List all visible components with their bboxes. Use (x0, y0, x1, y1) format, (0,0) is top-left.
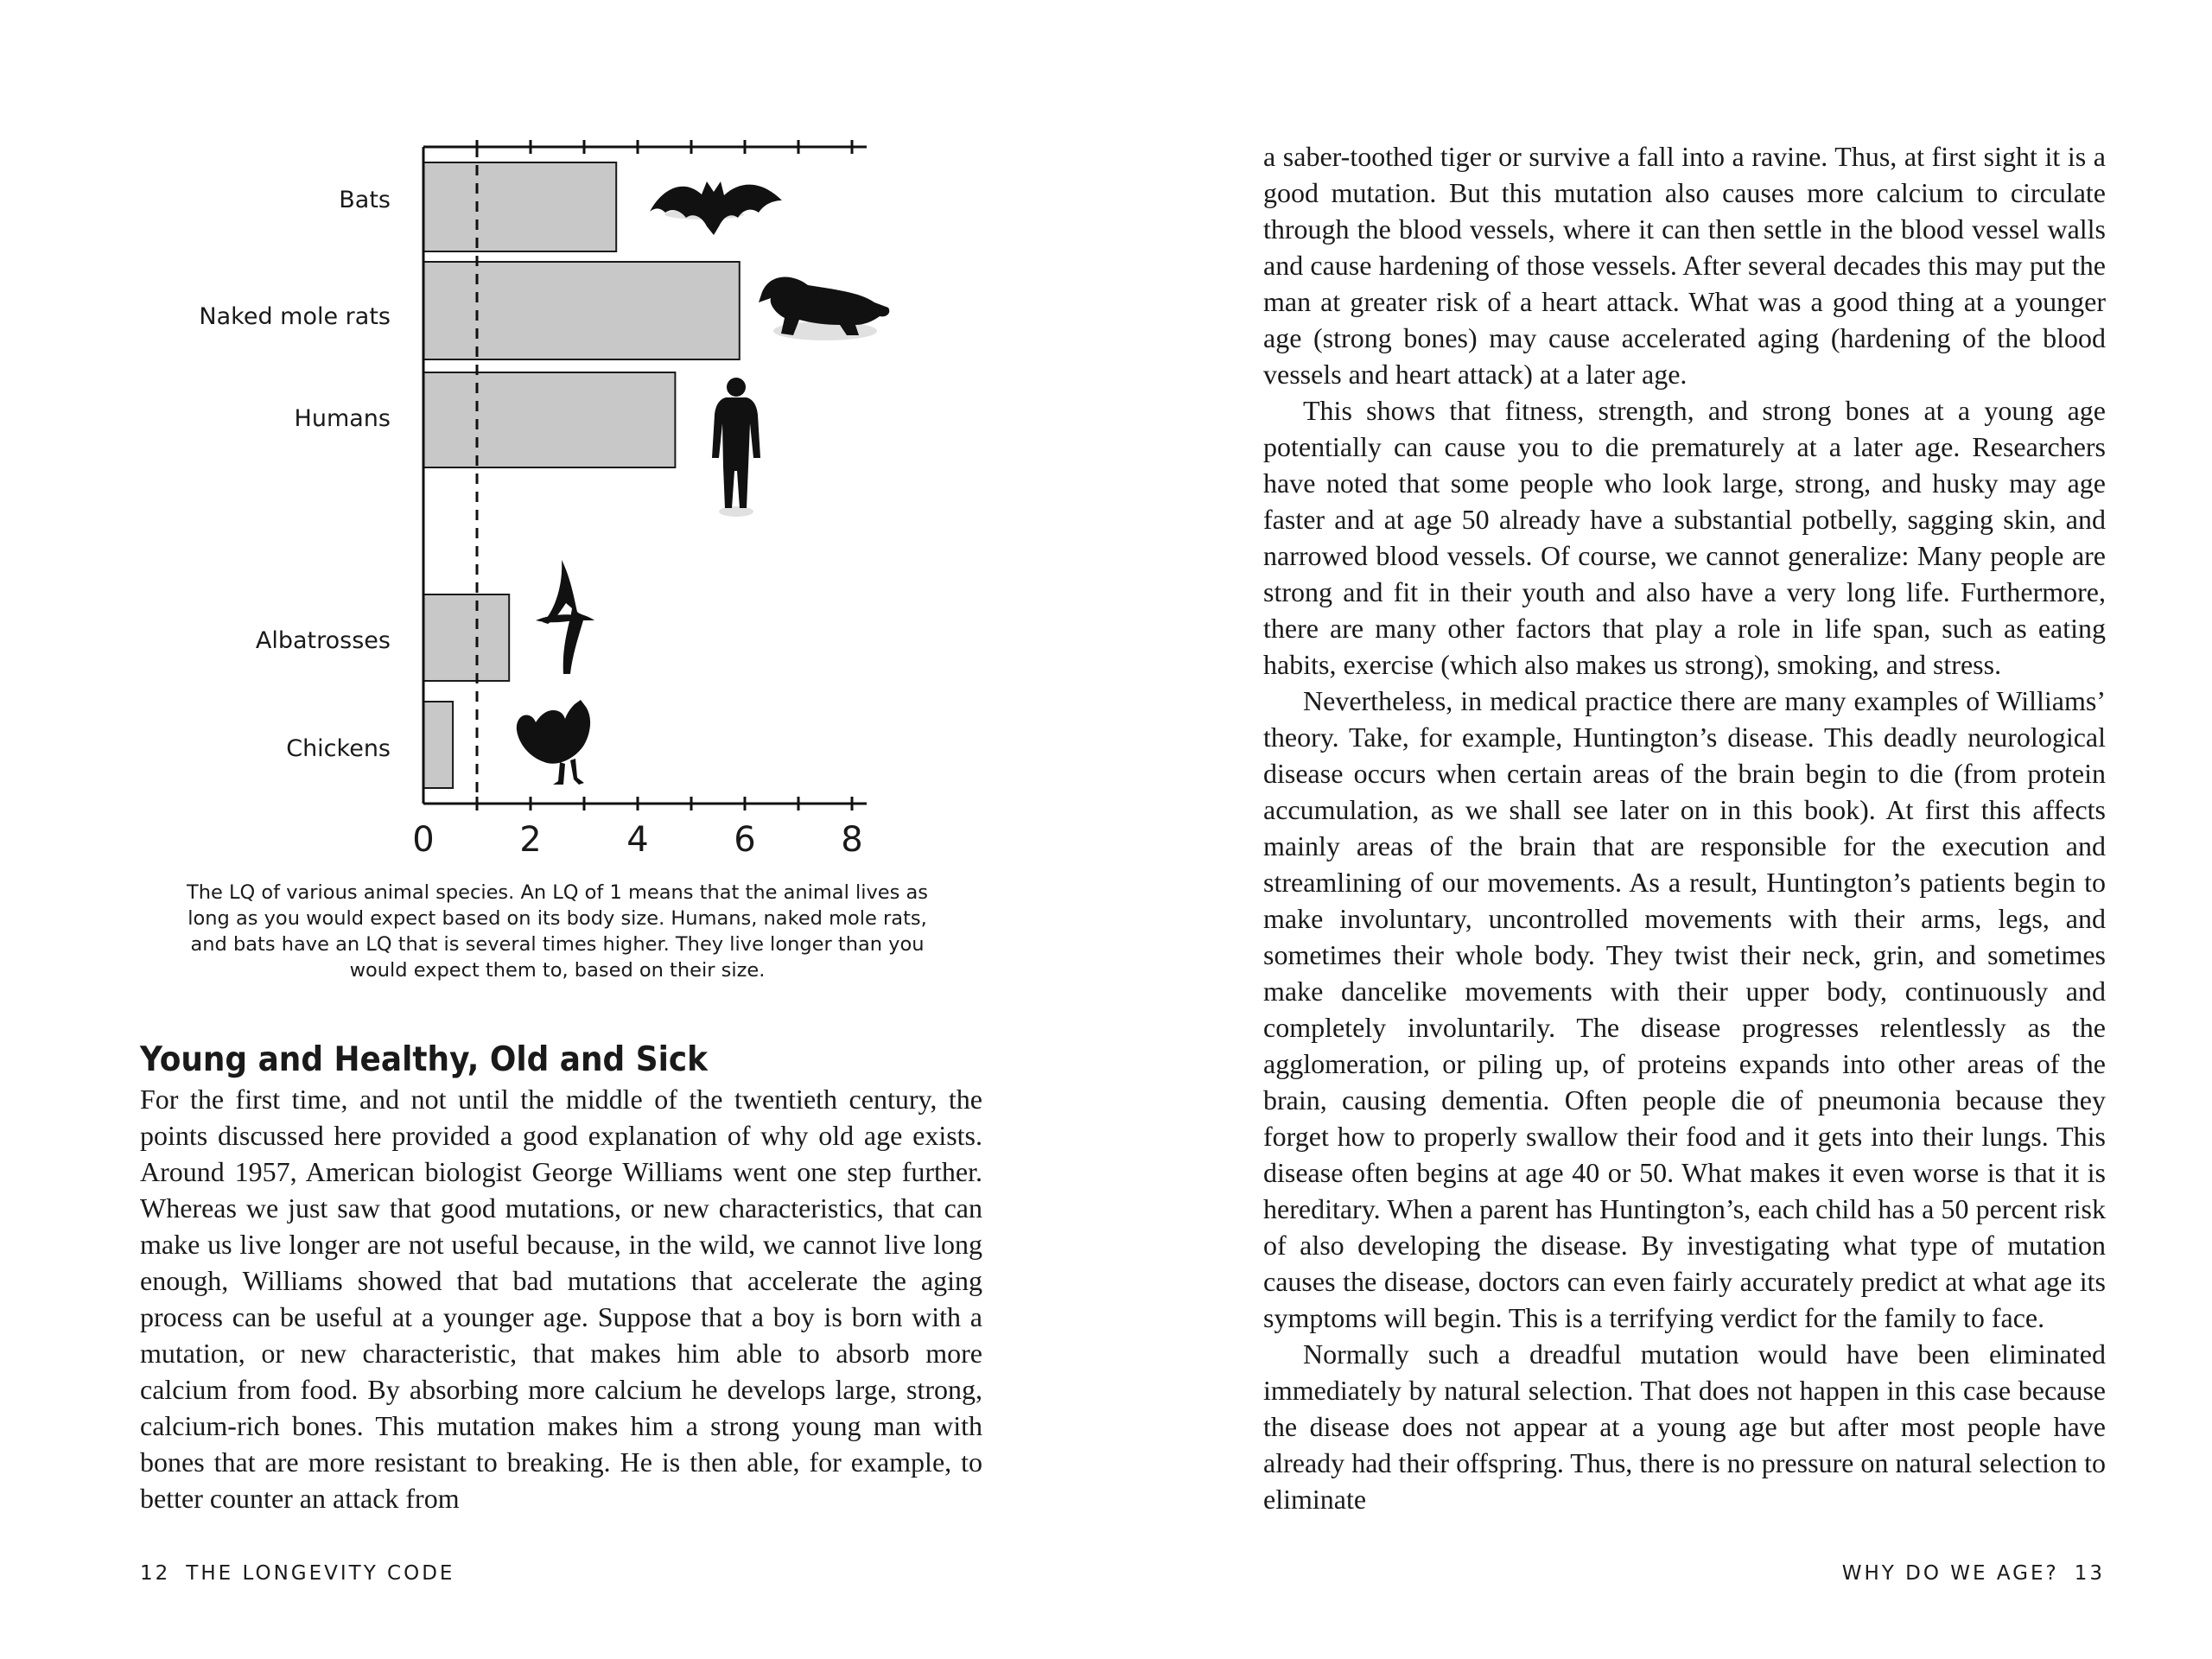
x-tick-label: 6 (734, 820, 756, 860)
bar (423, 594, 509, 681)
paragraph: For the first time, and not until the middle of the twentieth century, the points discussed here provided a good explanation of why old age exists. Around 1957, American biologist George Williams went one step further. Whereas we just saw that good mutations, or new characteristics, that can make us live longer are not useful because, in the wild, we cannot live long enough, Williams showed that bad mutations that accelerate the aging process can be useful at a younger age. Suppose that a boy is born with a mutation, or new characteristic, that makes him able to absorb more calcium from food. By absorbing more calcium he develops large, strong, calcium-rich bones. This mutation makes him a strong young man with bones that are more resistant to breaking. He is then able, for example, to better counter an attack from (140, 1084, 982, 1514)
paragraph: Nevertheless, in medical practice there are many examples of Williams’ theory. Take, for example, Huntington’s disease. This deadly neurological disease occurs when certain areas of the brain begin to die (from protein accumulation, as we shall see later on in this book). At first this affects mainly areas of the brain that are responsible for the execution and streamlining of our movements. As a result, Huntington’s patients begin to make involuntary, uncontrolled movements with their arms, legs, and sometimes their whole body. They twist their neck, grin, and sometimes make dancelike movements with their upper body, continuously and completely involuntarily. The disease progresses relentlessly as the agglomeration, or piling up, of proteins expands into other areas of the brain, causing dementia. Often people die of pneumonia because they forget how to properly swallow their food and it gets into their lungs. This disease often begins at age 40 or 50. What makes it even worse is that it is hereditary. When a parent has Huntington’s, each child has a 50 percent risk of also developing the disease. By investigating what type of mutation causes the disease, doctors can even fairly accurately predict at what age its symptoms will begin. This is a terrifying verdict for the family to face. (1263, 685, 2106, 1333)
lq-chart (0, 0, 950, 873)
chart-tick-labels (412, 820, 862, 860)
albatross-icon (536, 560, 594, 674)
category-label: Chickens (286, 735, 391, 762)
right-page (1106, 0, 2212, 1659)
x-tick-label: 2 (519, 820, 542, 860)
bar (423, 162, 616, 251)
category-label: Naked mole rats (199, 303, 391, 330)
human-icon (712, 378, 760, 517)
running-head: WHY DO WE AGE? (1841, 1562, 2059, 1585)
right-footer (1842, 1562, 2105, 1585)
bat-icon (650, 181, 782, 235)
bar (423, 372, 675, 467)
bar (423, 262, 740, 359)
figure-caption: The LQ of various animal species. An LQ of 1 means that the animal lives as long as you would expect based on its body size. Humans, naked mole rats, and bats have an LQ that is several times higher. They live longer than you would expect them to, based on their size. (186, 881, 929, 982)
x-tick-label: 0 (412, 820, 435, 860)
paragraph: Normally such a dreadful mutation would have been eliminated immediately by natural selection. That does not happen in this case because the disease does not appear at a young age but after most people have already had their offspring. Thus, there is no pressure on natural selection to eliminate (1263, 1338, 2106, 1515)
left-body-text (140, 1081, 982, 1514)
naked-mole-rat-icon (759, 277, 889, 340)
x-tick-label: 4 (626, 820, 649, 860)
chicken-icon (517, 700, 590, 785)
category-label: Bats (339, 187, 391, 213)
x-tick-label: 8 (841, 820, 863, 860)
right-body-text (1263, 138, 2106, 1515)
chart-category-labels (199, 187, 391, 762)
category-label: Humans (294, 405, 391, 432)
paragraph: This shows that fitness, strength, and strong bones at a young age potentially can cause you to die prematurely at a later age. Researchers have noted that some people who look large, strong, and husky may age faster and at age 50 already have a substantial potbelly, sagging skin, and narrowed blood vessels. Of course, we cannot generalize: Many people are strong and fit in their youth and also have a very long life. Furthermore, there are many other factors that play a role in life span, such as eating habits, exercise (which also makes us strong), smoking, and stress. (1263, 395, 2106, 680)
chart-bars (423, 162, 740, 788)
left-footer (140, 1562, 454, 1585)
category-label: Albatrosses (255, 627, 391, 654)
page-number: 13 (2074, 1562, 2105, 1585)
page-number: 12 (140, 1562, 171, 1585)
section-heading: Young and Healthy, Old and Sick (140, 1040, 709, 1079)
bar (423, 702, 453, 788)
paragraph: a saber-toothed tiger or survive a fall into a ravine. Thus, at first sight it is a good mutation. But this mutation also causes more calcium to circulate through the blood vessels, where it can then settle in the blood vessel walls and cause hardening of those vessels. After several decades this may put the man at greater risk of a heart attack. What was a good thing at a younger age (strong bones) may cause accelerated aging (hardening of the blood vessels and heart attack) at a later age. (1263, 141, 2106, 390)
running-head: THE LONGEVITY CODE (186, 1562, 455, 1585)
